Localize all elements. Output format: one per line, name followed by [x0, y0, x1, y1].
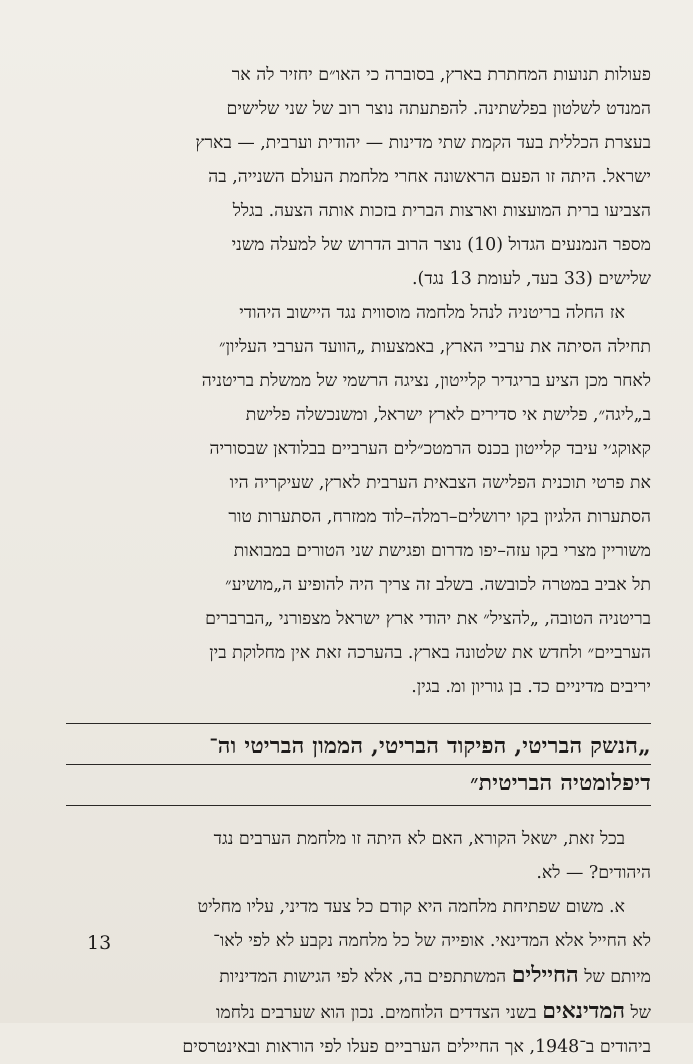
text-line: ישראל. היתה זו הפעם הראשונה אחרי מלחמת העולם השנייה, בה: [208, 167, 651, 187]
paragraph-1: [66, 58, 651, 296]
text-line: קאוקג׳י עיבד קלייטון בכנס הרמטכ״לים הערביים בבלודאן שבסוריה: [209, 439, 651, 459]
text-line: את פרטי תוכנית הפלישה הצבאית הערבית לארץ, שעיקריה היו: [229, 473, 651, 493]
text-line: לאחר מכן הציע בריגדיר קלייטון, נציגה הרשמי של ממשלת בריטניה: [201, 371, 651, 391]
text-line: [66, 958, 651, 994]
text-column: [66, 58, 651, 1064]
text-line: יריבים מדיניים כד. בן גוריון ומ. בגין.: [411, 677, 651, 697]
text-line: הערביים״ ולחדש את שלטונה בארץ. בהערכה זאת אין מחלוקת בין: [209, 643, 651, 663]
text-line: משוריין מצרי בקו עזה–יפו מדרום ופגישת שני הטורים במבואות: [233, 541, 651, 561]
text-run: בשני הצדדים הלוחמים. נכון הוא שערבים נלחמו: [215, 1003, 537, 1023]
text-line: אז החלה בריטניה לנהל מלחמה מוסווית נגד היישוב היהודי: [239, 303, 625, 323]
text-line: מספר הנמנעים הגדול (10) נוצר הרוב הדרוש של למעלה משני: [231, 235, 651, 255]
text-run: של: [630, 1003, 651, 1023]
paragraph-4: [66, 890, 651, 1064]
text-line: בכל זאת, ישאל הקורא, האם לא היתה זו מלחמת הערבים נגד: [213, 829, 625, 849]
page-number: 13: [87, 932, 112, 954]
text-line: א. משום שפתיחת מלחמה היא קודם כל צעד מדיני, עליו מחליט: [197, 897, 625, 917]
text-line: תחילה הסיתה את ערביי הארץ, באמצעות „הוועד הערבי העליון״: [219, 337, 651, 357]
text-run: מיותם של: [584, 967, 651, 987]
text-line: המנדט לשלטון בפלשתינה. להפתעתה נוצר רוב של שני שלישים: [226, 99, 651, 119]
text-line: הסתערות הלגיון בקו ירושלים–רמלה–לוד ממזרח, הסתערות טור: [228, 507, 651, 527]
text-run: המשתתפים בה, אלא לפי הגישות המדיניות: [219, 967, 507, 987]
heading-line: „הנשק הבריטי, הפיקוד הבריטי, הממון הבריטי וה־: [209, 733, 651, 759]
paragraph-2: [66, 296, 651, 704]
text-line: ביהודים ב־1948, אך החיילים הערביים פעלו לפי הוראות ובאינטרסים: [182, 1037, 651, 1057]
paragraph-3: [66, 822, 651, 890]
text-line: ב„ליגה״, פלישת אי סדירים לארץ ישראל, ומשנכשלה פלישת: [245, 405, 651, 425]
text-line: תל אביב במטרה לכובשה. בשלב זה צריך היה להופיע ה„מושיע״: [225, 575, 651, 595]
emphasized-word: המדינאים: [542, 998, 626, 1024]
text-line: לא החייל אלא המדינאי. אופייה של כל מלחמה נקבע לא לפי לאו־: [213, 931, 651, 951]
text-line: בעצרת הכללית בעד הקמת שתי מדינות — יהודית וערבית, — בארץ: [195, 133, 651, 153]
heading-line: דיפלומטיה הבריטית״: [66, 764, 651, 801]
text-line: שלישים (33 בעד, לעומת 13 נגד).: [412, 269, 651, 289]
text-line: בריטניה הטובה, „להציל״ את יהודי ארץ ישראל מצפורני „הברברים: [205, 609, 651, 629]
text-line: היהודים? — לא.: [536, 863, 651, 883]
emphasized-word: החיילים: [511, 962, 579, 988]
text-line: פעולות תנועות המחתרת בארץ, בסוברה כי האו״ם יחזיר לה אר: [231, 65, 651, 85]
text-line: הצביעו ברית המועצות וארצות הברית בזכות אותה הצעה. בגלל: [232, 201, 651, 221]
text-line: [66, 994, 651, 1030]
section-heading: [66, 723, 651, 806]
